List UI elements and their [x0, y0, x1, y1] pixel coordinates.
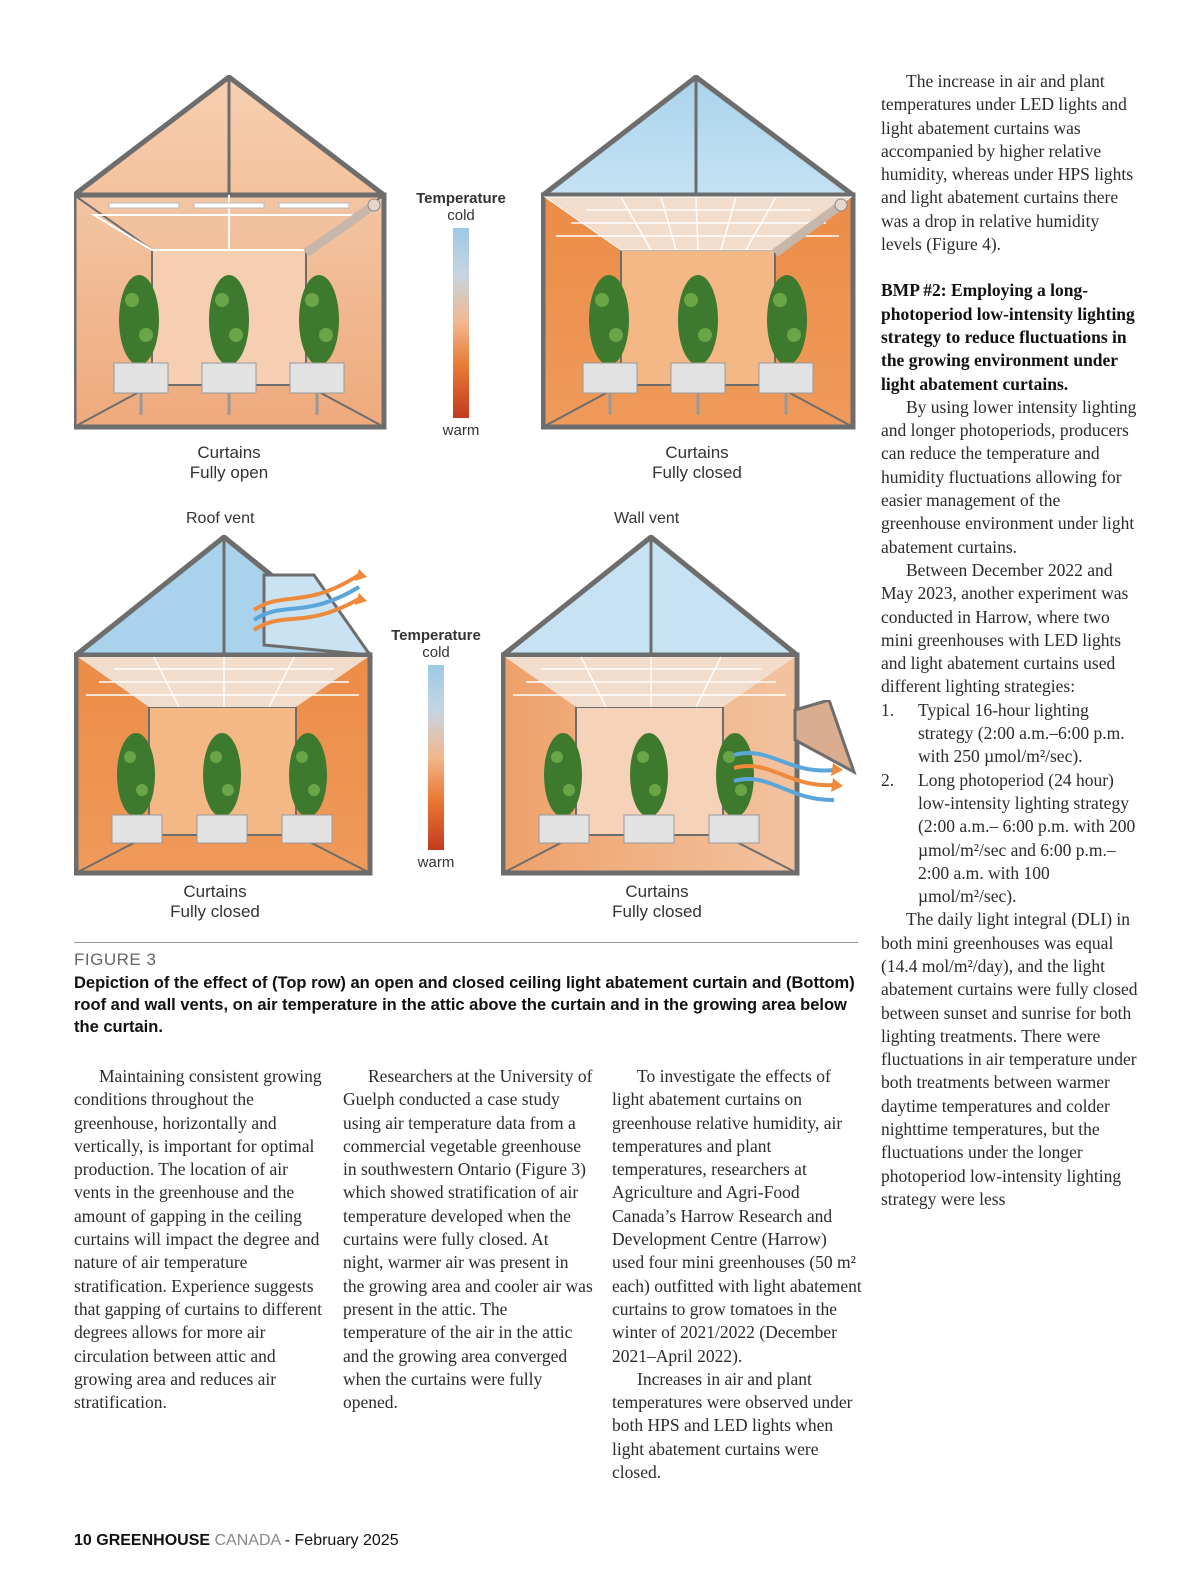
list-item: 1. Typical 16-hour lighting strategy (2:00 a.m.–6:00 p.m. with 250 µmol/m²/sec). — [881, 699, 1125, 767]
text-column-4 — [881, 70, 1141, 1211]
wall-vent-airflow-arrows — [729, 700, 857, 810]
paragraph: The daily light integral (DLI) in both mini greenhouses was equal (14.4 mol/m²/day), and the light abatement curtains were fully closed between sunset and sunrise for both lighting treatments. There were fluctuations in air temperature under both treatments between warmer daytime temperatures and colder nighttime temperatures, but the fluctuations under the longer photoperiod low-intensity lighting strategy were less — [881, 909, 1138, 1209]
figure-caption: Depiction of the effect of (Top row) an open and closed ceiling light abatement curtain and (Bottom) roof and wall vents, on air temperature in the attic above the curtain and in the growing area below the curtain. — [74, 974, 855, 1036]
paragraph: Between December 2022 and May 2023, another experiment was conducted in Harrow, where two mini greenhouses with LED lights and light abatement curtains used different lighting strategies: — [881, 559, 1129, 697]
figure-3 — [74, 60, 858, 930]
paragraph: By using lower intensity lighting and longer photoperiods, producers can reduce the temperature and humidity fluctuations allowing for easier management of the greenhouse environment under light abatement curtains. — [881, 396, 1137, 557]
caption-divider — [74, 942, 858, 943]
label-curtains-closed-top: Curtains Fully closed — [652, 443, 742, 482]
greenhouse-curtains-closed — [541, 75, 857, 435]
paragraph: To investigate the effects of light abatement curtains on greenhouse relative humidity, air temperatures and plant temperatures, researchers at Agriculture and Agri-Food Canada’s Harrow Research and Development Centre (Harrow) used four mini greenhouses (50 m² each) outfitted with light abatement curtains to grow tomatoes in the winter of 2021/2022 (December 2021–April 2022). — [612, 1066, 862, 1366]
page-number: 10 — [74, 1532, 92, 1549]
publication-name-suffix: CANADA — [214, 1532, 281, 1549]
paragraph: Maintaining consistent growing conditions throughout the greenhouse, horizontally and vertically, is important for optimal production. The location of air vents in the greenhouse and the amount of gapping in the ceiling curtains will impact the degree and nature of air temperature stratification. Experience suggests that gapping of curtains to different degrees allows for more air circulation between attic and growing area and reduces air stratification. — [74, 1066, 323, 1413]
label-roof-vent: Roof vent — [186, 510, 255, 527]
issue-date: - February 2025 — [284, 1532, 399, 1549]
roof-vent-airflow-arrows — [249, 565, 369, 635]
label-curtains-open: Curtains Fully open — [189, 443, 269, 482]
paragraph: The increase in air and plant temperatures under LED lights and light abatement curtains was accompanied by higher relative humidity, whereas under HPS lights and light abatement curtains there was a drop in relative humidity levels (Figure 4). — [881, 71, 1134, 255]
temperature-gradient-bar — [453, 228, 469, 418]
text-column-3 — [612, 1065, 862, 1484]
publication-name: GREENHOUSE — [96, 1532, 211, 1549]
greenhouse-curtains-open — [74, 75, 388, 435]
temperature-legend-top: Temperature cold warm — [416, 190, 506, 439]
temperature-gradient-bar — [428, 665, 444, 850]
lighting-strategy-list — [881, 699, 1141, 909]
label-curtains-closed-roof-vent: Curtains Fully closed — [170, 882, 260, 921]
label-wall-vent: Wall vent — [614, 510, 680, 527]
list-item: 2. Long photoperiod (24 hour) low-intensity lighting strategy (2:00 a.m.– 6:00 p.m. with 200 µmol/m²/sec and 6:00 p.m.–2:00 a.m. with 100 µmol/m²/sec). — [881, 769, 1136, 907]
paragraph: Researchers at the University of Guelph conducted a case study using air temperature data from a commercial vegetable greenhouse in southwestern Ontario (Figure 3) which showed stratification of air temperature developed when the curtains were fully closed. At night, warmer air was present in the growing area and cooler air was present in the attic. The temperature of the air in the attic and the growing area converged when the curtains were fully opened. — [343, 1066, 593, 1413]
label-curtains-closed-wall-vent: Curtains Fully closed — [612, 882, 702, 921]
page-footer — [74, 1532, 399, 1550]
section-heading: BMP #2: Employing a long-photoperiod low-intensity lighting strategy to reduce fluctuations in the growing environment under light abatement curtains. — [881, 280, 1135, 394]
figure-number: FIGURE 3 — [74, 950, 157, 969]
paragraph: Increases in air and plant temperatures were observed under both HPS and LED lights when light abatement curtains were closed. — [612, 1368, 853, 1483]
text-column-2 — [343, 1065, 593, 1414]
temperature-legend-bottom: Temperature cold warm — [391, 627, 481, 871]
text-column-1 — [74, 1065, 324, 1414]
